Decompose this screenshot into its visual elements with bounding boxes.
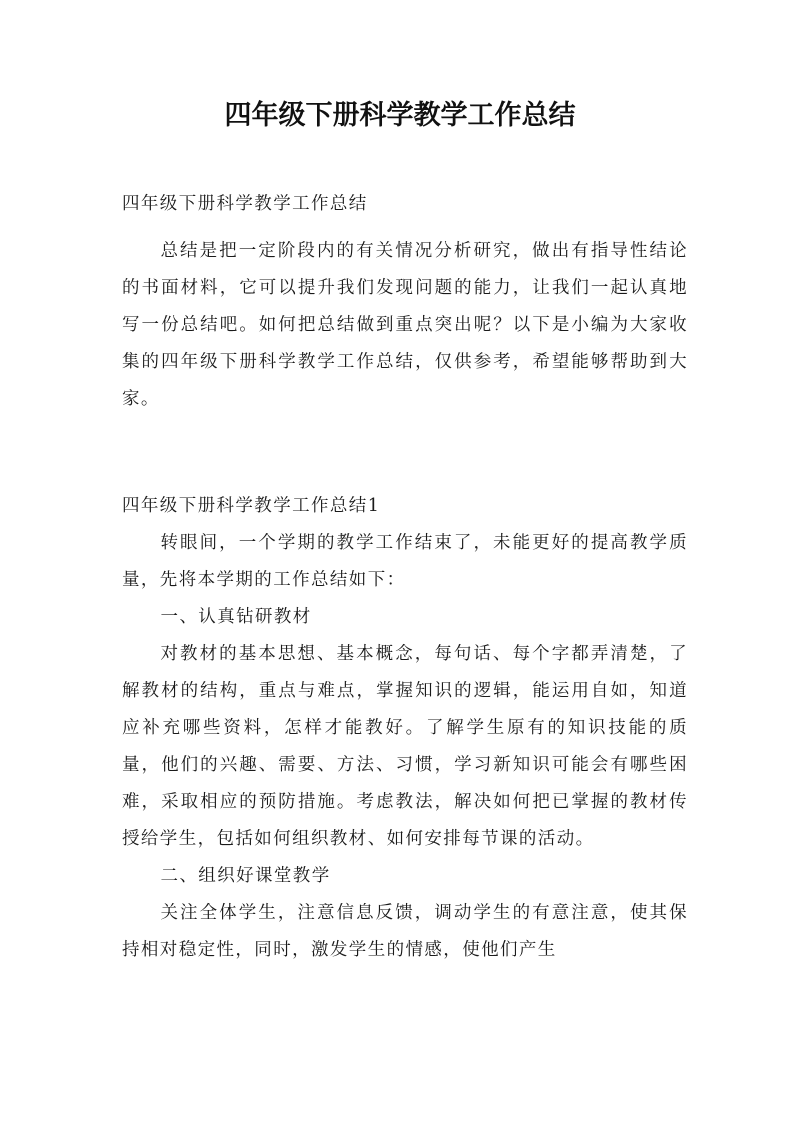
item-2-heading: 二、组织好课堂教学 [160,866,331,886]
intro-section [122,233,688,418]
section-1-paragraph-1: 转眼间，一个学期的教学工作结束了，未能更好的提高教学质量，先将本学期的工作总结如下： [122,533,688,590]
item-1-body: 对教材的基本思想、基本概念，每句话、每个字都弄清楚，了解教材的结构，重点与难点，掌握知识的逻辑，能运用自如，知道应补充哪些资料，怎样才能教好。了解学生原有的知识技能的质量，他们的兴趣、需要、方法、习惯，学习新知识可能会有哪些困难，采取相应的预防措施。考虑教法，解决如何把已掌握的教材传授给学生，包括如何组织教材、如何安排每节课的活动。 [122,644,688,849]
intro-paragraph: 总结是把一定阶段内的有关情况分析研究，做出有指导性结论的书面材料，它可以提升我们发现问题的能力，让我们一起认真地写一份总结吧。如何把总结做到重点突出呢？以下是小编为大家收集的四年级下册科学教学工作总结，仅供参考，希望能够帮助到大家。 [122,241,688,409]
section-1 [122,488,688,969]
document-title: 四年级下册科学教学工作总结 [224,100,576,131]
document-subtitle: 四年级下册科学教学工作总结 [122,194,368,214]
item-1-heading: 一、认真钻研教材 [160,607,312,627]
item-2-body: 关注全体学生，注意信息反馈，调动学生的有意注意，使其保持相对稳定性，同时，激发学生的情感，使他们产生 [122,903,688,960]
section-1-heading: 四年级下册科学教学工作总结1 [122,496,381,516]
